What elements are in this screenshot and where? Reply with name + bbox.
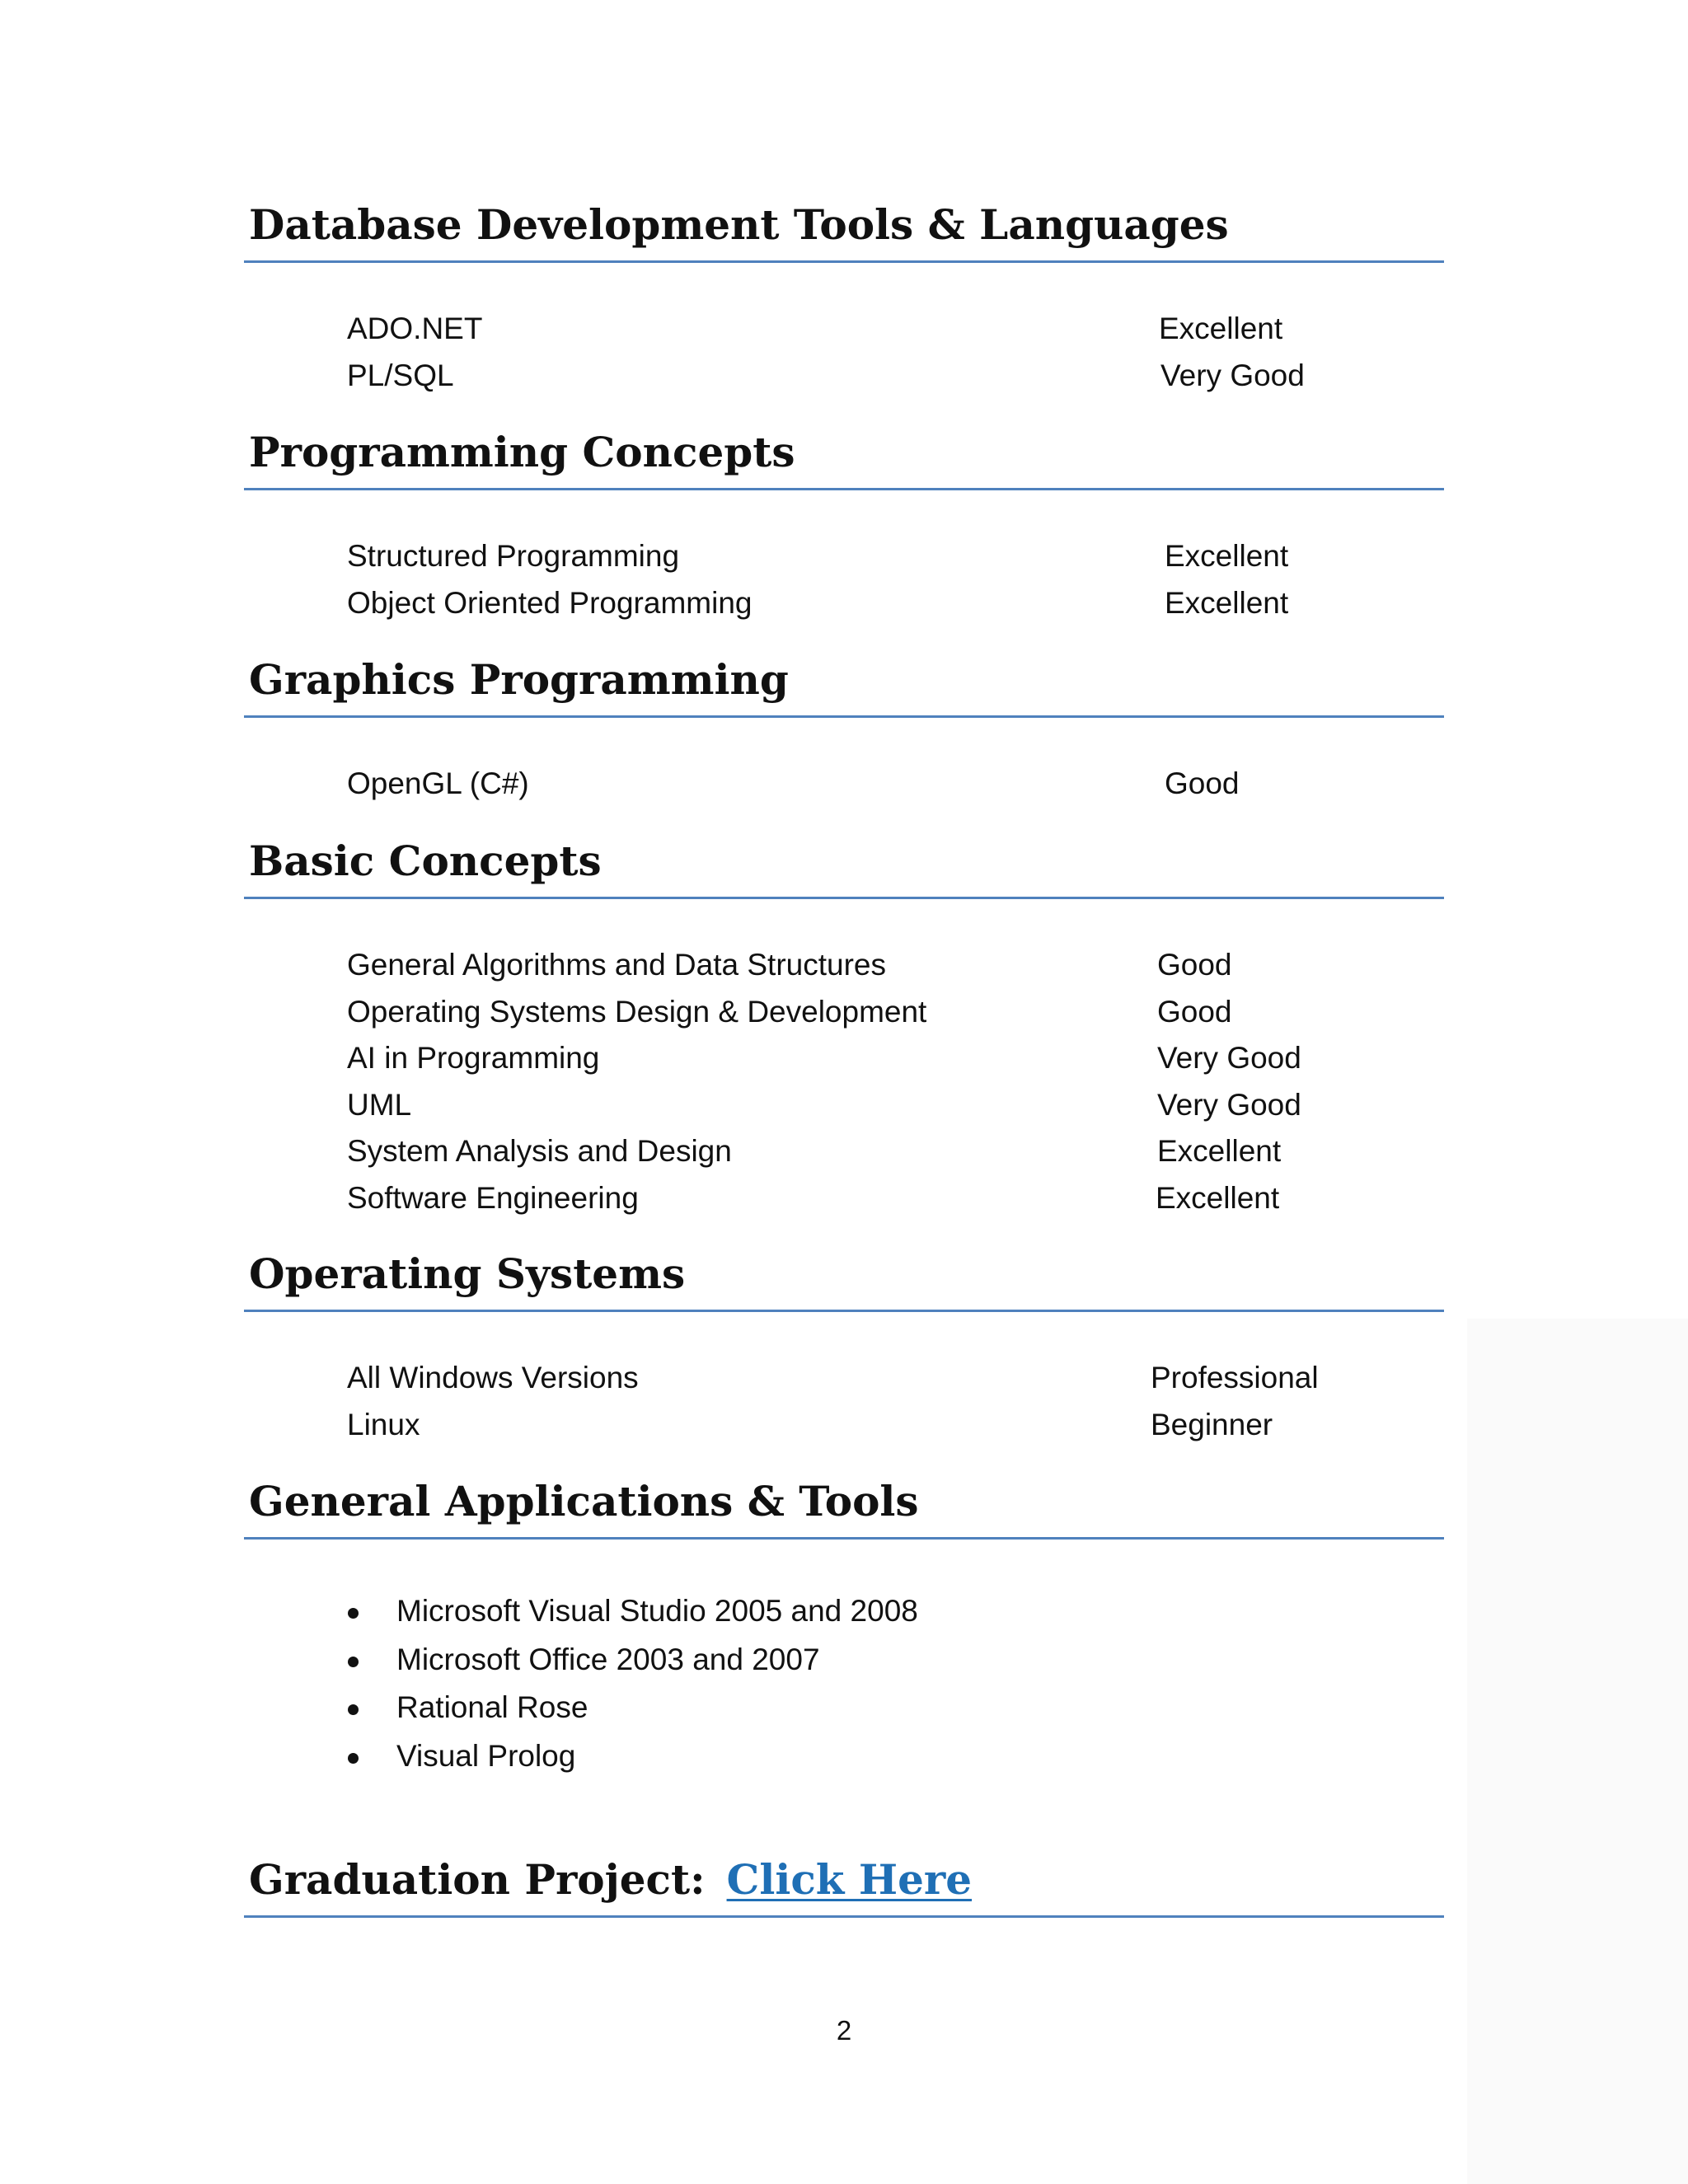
section-divider: [244, 897, 1444, 899]
skill-list: [244, 306, 1444, 399]
skill-level: Beginner: [1151, 1407, 1273, 1441]
section-divider: [244, 1915, 1444, 1918]
skill-name: General Algorithms and Data Structures: [347, 948, 886, 982]
skill-row: [244, 761, 1444, 808]
skill-level: Excellent: [1159, 312, 1283, 345]
section-divider: [244, 1310, 1444, 1312]
skill-name: Linux: [347, 1407, 420, 1441]
skill-row: [244, 1035, 1444, 1082]
skill-name: UML: [347, 1087, 412, 1122]
skill-list: [244, 533, 1444, 626]
section-divider: [244, 1537, 1444, 1540]
skill-name: Software Engineering: [347, 1180, 639, 1215]
graduation-heading: Graduation Project:: [249, 1855, 706, 1904]
skill-name: ADO.NET: [347, 312, 483, 345]
skill-name: Operating Systems Design & Development: [347, 994, 927, 1029]
section-heading: [249, 1854, 1444, 1905]
section-database-tools: [244, 199, 1444, 399]
skill-list: [244, 1355, 1444, 1448]
page-number: 2: [836, 2015, 852, 2046]
skill-row: [244, 353, 1444, 400]
skill-row: [244, 1128, 1444, 1175]
skill-name: Object Oriented Programming: [347, 585, 753, 620]
skill-row: [244, 989, 1444, 1036]
section-heading: Operating Systems: [249, 1249, 686, 1298]
list-item: [244, 1636, 1444, 1685]
section-divider: [244, 488, 1444, 490]
skill-level: Very Good: [1160, 358, 1305, 392]
skill-level: Excellent: [1165, 585, 1289, 620]
skill-name: PL/SQL: [347, 358, 454, 392]
skill-name: Structured Programming: [347, 539, 680, 573]
section-divider: [244, 715, 1444, 718]
bullet-icon: [348, 1704, 359, 1715]
section-basic-concepts: [244, 836, 1444, 1221]
skill-level: Excellent: [1157, 1134, 1282, 1168]
skill-name: OpenGL (C#): [347, 766, 529, 800]
section-programming-concepts: [244, 427, 1444, 626]
skill-row: [244, 1082, 1444, 1129]
skill-level: Good: [1157, 994, 1232, 1029]
skill-level: Excellent: [1165, 539, 1289, 573]
bullet-icon: [348, 1753, 359, 1764]
skill-row: [244, 942, 1444, 989]
section-heading: General Applications & Tools: [249, 1477, 919, 1526]
skill-level: Very Good: [1157, 1087, 1301, 1122]
skill-list: [244, 761, 1444, 808]
skill-level: Good: [1157, 948, 1232, 982]
list-item: [244, 1587, 1444, 1636]
skill-level: Excellent: [1156, 1180, 1280, 1215]
section-graphics-programming: [244, 654, 1444, 808]
list-item-text: Microsoft Visual Studio 2005 and 2008: [396, 1594, 918, 1628]
section-heading: Basic Concepts: [249, 837, 602, 885]
list-item: [244, 1684, 1444, 1732]
section-heading: Graphics Programming: [249, 655, 789, 704]
page-shadow: [1467, 1319, 1688, 2184]
skill-row: [244, 1402, 1444, 1449]
skill-level: Very Good: [1157, 1041, 1301, 1075]
list-item-text: Rational Rose: [396, 1690, 588, 1724]
skill-list: [244, 942, 1444, 1221]
skill-name: All Windows Versions: [347, 1361, 639, 1394]
applications-list: [244, 1587, 1444, 1780]
list-item-text: Microsoft Office 2003 and 2007: [396, 1642, 820, 1676]
section-general-applications: [244, 1476, 1444, 1780]
bullet-icon: [348, 1657, 359, 1667]
section-heading: Programming Concepts: [249, 428, 795, 476]
section-operating-systems: [244, 1249, 1444, 1448]
skill-row: [244, 1355, 1444, 1402]
skill-level: Good: [1165, 766, 1240, 800]
skill-row: [244, 1175, 1444, 1222]
skill-row: [244, 580, 1444, 627]
section-heading: Database Development Tools & Languages: [249, 200, 1229, 249]
bullet-icon: [348, 1608, 359, 1619]
section-graduation-project: [244, 1854, 1444, 1918]
skill-name: System Analysis and Design: [347, 1134, 732, 1168]
skill-row: [244, 533, 1444, 580]
section-divider: [244, 260, 1444, 263]
skill-name: AI in Programming: [347, 1041, 600, 1075]
skill-row: [244, 306, 1444, 353]
list-item-text: Visual Prolog: [396, 1738, 576, 1773]
graduation-project-link[interactable]: Click Here: [726, 1855, 973, 1904]
skill-level: Professional: [1151, 1361, 1319, 1394]
list-item: [244, 1732, 1444, 1781]
